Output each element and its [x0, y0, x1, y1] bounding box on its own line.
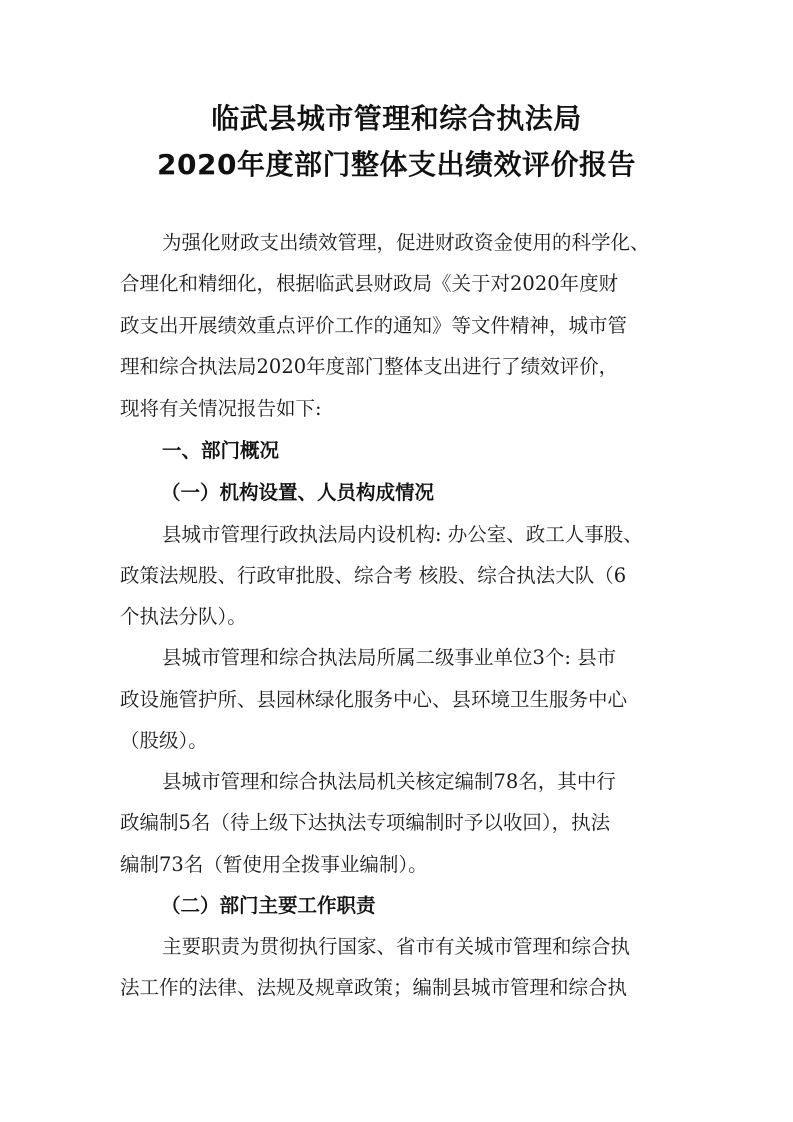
duty-para-line-1: 主要职责为贯彻执行国家、省市有关城市管理和综合执 [162, 935, 631, 958]
org-para-3-line-2: 政编制5名（待上级下达执法专项编制时予以收回），执法 [120, 811, 611, 834]
org-para-2-line-3: （股级）。 [120, 729, 208, 752]
subsection-heading-2: （二）部门主要工作职责 [161, 894, 376, 917]
report-title-line-2: 2020年度部门整体支出绩效评价报告 [157, 148, 636, 181]
org-para-1-line-1: 县城市管理行政执法局内设机构: 办公室、政工人事股、 [162, 523, 643, 546]
intro-line-3: 政支出开展绩效重点评价工作的通知》等文件精神，城市管 [120, 314, 628, 337]
intro-line-2: 合理化和精细化，根据临武县财政局《关于对2020年度财 [120, 272, 619, 295]
org-para-1-line-3: 个执法分队）。 [120, 605, 247, 628]
org-para-2-line-2: 政设施管护所、县园林绿化服务中心、县环境卫生服务中心 [120, 688, 628, 711]
duty-para-line-2: 法工作的法律、法规及规章政策；编制县城市管理和综合执 [120, 976, 628, 999]
org-para-3-line-1: 县城市管理和综合执法局机关核定编制78名，其中行 [162, 770, 616, 793]
intro-line-4: 理和综合执法局2020年度部门整体支出进行了绩效评价， [120, 355, 619, 378]
org-para-2-line-1: 县城市管理和综合执法局所属二级事业单位3个: 县市 [162, 646, 617, 669]
intro-line-5: 现将有关情况报告如下: [120, 397, 322, 420]
subsection-heading-1: （一）机构设置、人员构成情况 [161, 481, 435, 504]
section-heading-1: 一、部门概况 [162, 439, 280, 462]
intro-line-1: 为强化财政支出绩效管理，促进财政资金使用的科学化、 [162, 231, 650, 254]
org-para-3-line-3: 编制73名（暂使用全拨事业编制）。 [120, 853, 428, 876]
org-para-1-line-2: 政策法规股、行政审批股、综合考 核股、综合执法大队（6 [120, 564, 627, 587]
report-title-line-1: 临武县城市管理和综合执法局 [211, 102, 582, 135]
